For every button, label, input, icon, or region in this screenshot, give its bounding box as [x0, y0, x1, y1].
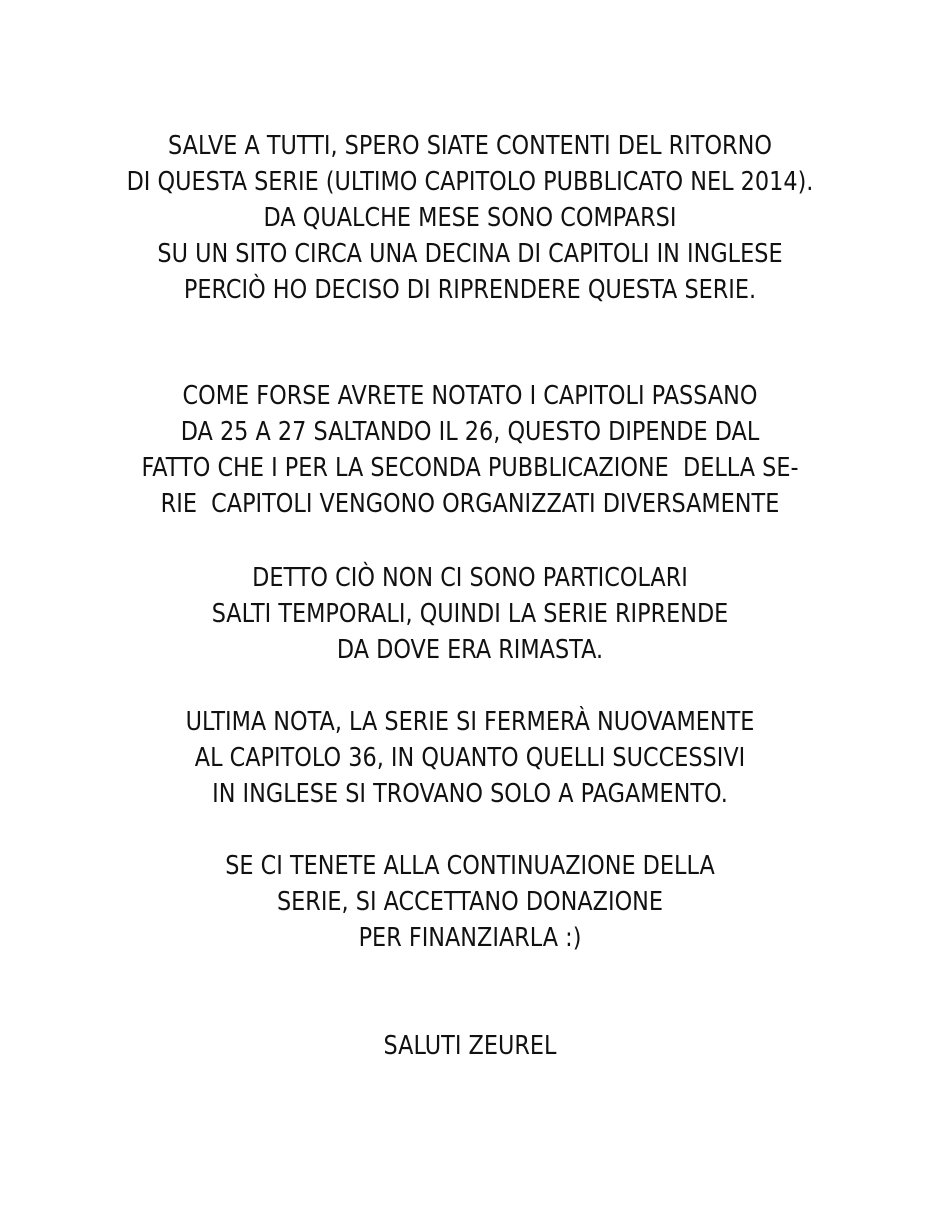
- text-line: RIE CAPITOLI VENGONO ORGANIZZATI DIVERSAMENTE: [160, 489, 780, 519]
- text-line: DA QUALCHE MESE SONO COMPARSI: [263, 203, 677, 233]
- text-line: IN INGLESE SI TROVANO SOLO A PAGAMENTO.: [212, 779, 728, 809]
- time-skip-paragraph: [0, 560, 940, 668]
- final-note-paragraph: [0, 704, 940, 812]
- text-line: DA 25 A 27 SALTANDO IL 26, QUESTO DIPENDE DAL: [180, 417, 760, 447]
- chapter-numbering-paragraph: [0, 378, 940, 522]
- text-line: SU UN SITO CIRCA UNA DECINA DI CAPITOLI IN INGLESE: [157, 239, 783, 269]
- text-line: ULTIMA NOTA, LA SERIE SI FERMERÀ NUOVAMENTE: [185, 707, 755, 737]
- text-line: DI QUESTA SERIE (ULTIMO CAPITOLO PUBBLICATO NEL 2014).: [126, 167, 814, 197]
- signature-line: SALUTI ZEUREL: [383, 1031, 557, 1061]
- text-line: DETTO CIÒ NON CI SONO PARTICOLARI: [252, 563, 688, 593]
- text-line: SE CI TENETE ALLA CONTINUAZIONE DELLA: [225, 851, 715, 881]
- donation-paragraph: [0, 848, 940, 956]
- text-line: SERIE, SI ACCETTANO DONAZIONE: [276, 887, 664, 917]
- signature-paragraph: [0, 1028, 940, 1064]
- text-line: COME FORSE AVRETE NOTATO I CAPITOLI PASSANO: [182, 381, 758, 411]
- text-line: FATTO CHE I PER LA SECONDA PUBBLICAZIONE DELLA SE-: [141, 453, 799, 483]
- text-line: AL CAPITOLO 36, IN QUANTO QUELLI SUCCESSIVI: [194, 743, 746, 773]
- text-line: PER FINANZIARLA :): [358, 923, 582, 953]
- text-line: DA DOVE ERA RIMASTA.: [336, 635, 604, 665]
- text-line: SALTI TEMPORALI, QUINDI LA SERIE RIPRENDE: [211, 599, 729, 629]
- greeting-paragraph: [0, 128, 940, 308]
- text-line: PERCIÒ HO DECISO DI RIPRENDERE QUESTA SERIE.: [183, 275, 757, 305]
- text-line: SALVE A TUTTI, SPERO SIATE CONTENTI DEL RITORNO: [168, 131, 772, 161]
